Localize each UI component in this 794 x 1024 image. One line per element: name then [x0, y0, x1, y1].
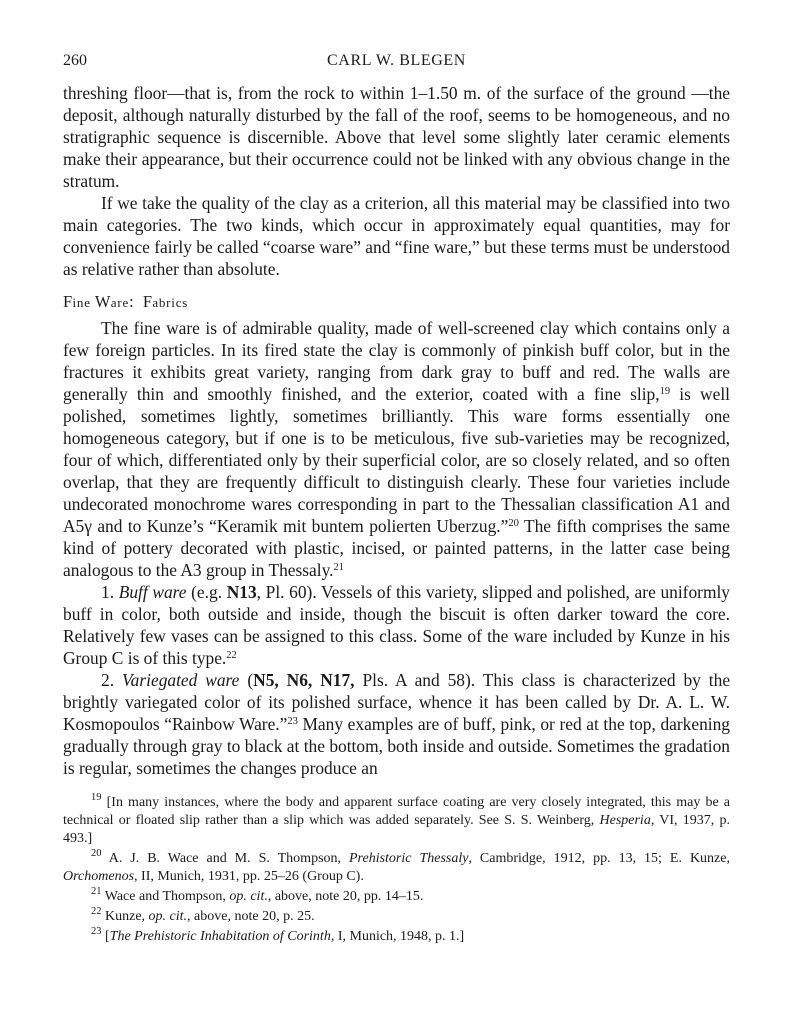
body-text — [63, 82, 730, 779]
running-title: CARL W. BLEGEN — [327, 52, 466, 69]
paragraph-fine-ware: The fine ware is of admirable quality, made of well-screened clay which contains only a few foreign particles. In its fired state the clay is commonly of pinkish buff color, but in the fractures it exhibits great variety, ranging from dark gray to buff and red. The walls are generally thin and smoothly finished, and the exterior, coated with a fine slip,$^{19}$ is well polished, sometimes lightly, sometimes brilliantly. This ware forms essentially one homogeneous category, but if one is to be meticulous, five sub-varieties may be recognized, four of which, differentiated only by their superficial color, are so closely related, and so often overlap, that they are frequently difficult to distinguish clearly. These four varieties include undecorated monochrome wares corresponding in part to the Thessalian classification A1 and A5γ and to Kunze’s “Keramik mit buntem polierten Uberzug.”$^{20}$ The fifth comprises the same kind of pottery decorated with plastic, incised, or painted patterns, in the latter case being analogous to the A3 group in Thessaly.$^{21}$ — [63, 318, 730, 580]
page-number: 260 — [63, 52, 87, 69]
footnote-21: $^{21}$ Wace and Thompson, op. cit., above, note 20, pp. 14–15. — [91, 886, 424, 904]
paragraph-variegated-ware: 2. Variegated ware (N5, N6, N17, Pls. A and 58). This class is characterized by the brightly variegated color of its polished surface, whence it has been called by Dr. A. L. W. Kosmopoulos “Rainbow Ware.”$^{23}$ Many examples are of buff, pink, or red at the top, darkening gradually through gray to black at the bottom, both inside and outside. Sometimes the gradation is regular, sometimes the changes produce an — [63, 670, 731, 778]
footnote-20: $^{20}$ A. J. B. Wace and M. S. Thompson, Prehistoric Thessaly, Cambridge, 1912, pp. 13, 15; E. Kunze, Orchomenos, II, Munich, 1931, pp. 25–26 (Group C). — [63, 848, 730, 884]
footnote-ref-22: 22 — [226, 650, 237, 661]
paragraph-1: threshing floor—that is, from the rock to within 1–1.50 m. of the surface of the ground —the deposit, although naturally disturbed by the fall of the roof, seems to be homogeneous, and no stratigraphic sequence is discernible. Above that level some slightly later ceramic elements make their appearance, but their occurrence could not be linked with any obvious change in the stratum. — [63, 83, 730, 191]
footnote-19: $^{19}$ [In many instances, where the body and apparent surface coating are very closely integrated, this may be a technical or floated slip rather than a slip which was added separately. See S. S. Weinberg, Hesperia, VI, 1937, p. 493.] — [63, 792, 730, 846]
footnote-ref-21: 21 — [333, 562, 344, 573]
page — [63, 52, 730, 948]
buff-ware-title: Buff ware — [118, 582, 187, 602]
footnote-23: $^{23}$ [The Prehistoric Inhabitation of Corinth, I, Munich, 1948, p. 1.] — [91, 926, 465, 944]
paragraph-2: If we take the quality of the clay as a criterion, all this material may be classified into two main categories. The two kinds, which occur in approximately equal quantities, may for convenience fairly be called “coarse ware” and “fine ware,” but these terms must be understood as relative rather than absolute. — [63, 193, 730, 279]
footnote-ref-19: 19 — [659, 386, 671, 397]
footnote-ref-23: 23 — [287, 716, 298, 727]
variegated-ware-title: Variegated ware — [121, 670, 240, 690]
catalogue-ref: N13 — [226, 582, 257, 602]
paragraph-buff-ware: 1. Buff ware (e.g. N13, Pl. 60). Vessels of this variety, slipped and polished, are uniformly buff in color, both outside and inside, though the biscuit is often darker toward the core. Relatively few vases can be assigned to this class. Some of the ware included by Kunze in his Group C is of this type.$^{22}$ — [63, 582, 730, 668]
footnotes — [63, 794, 730, 946]
page-header — [63, 52, 730, 76]
footnote-22: $^{22}$ Kunze, op. cit., above, note 20, p. 25. — [91, 906, 315, 924]
section-heading: Fine Ware: Fabrics — [63, 292, 189, 311]
footnote-ref-20: 20 — [508, 518, 519, 529]
catalogue-ref: N5, N6, N17, — [253, 670, 355, 690]
